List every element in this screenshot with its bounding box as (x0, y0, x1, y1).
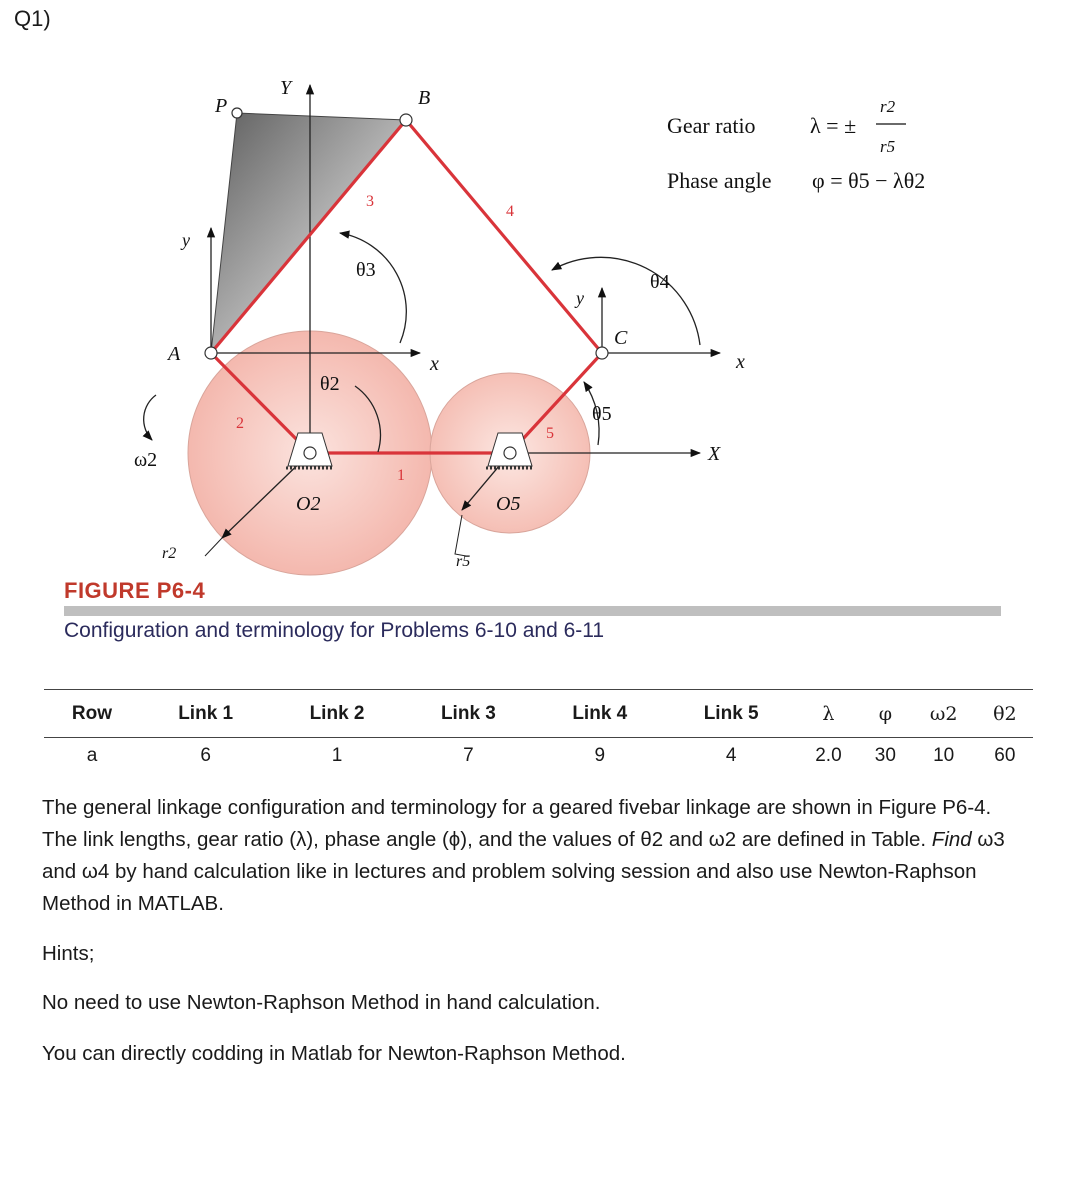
figure-title: FIGURE P6-4 (64, 578, 206, 603)
header-link-5: Link 5 (703, 702, 759, 724)
hints-label: Hints; (42, 942, 95, 965)
joint-b (400, 114, 412, 126)
table-row (44, 738, 1033, 774)
label-link4: 4 (506, 203, 514, 220)
cell-link-4: 9 (594, 744, 606, 766)
label-X: X (708, 443, 721, 465)
header-link-2: Link 2 (309, 702, 365, 724)
gear-ratio-label: Gear ratio (667, 113, 756, 138)
gear-ratio-numerator: r2 (880, 97, 896, 116)
find-word: Find (931, 828, 972, 851)
cell-omega2: 10 (933, 744, 955, 766)
joint-c (596, 347, 608, 359)
joint-p (232, 108, 242, 118)
header-theta2: θ2 (993, 702, 1017, 725)
label-x-local: x (736, 351, 745, 373)
problem-statement (42, 792, 1022, 920)
cell-theta2: 60 (994, 744, 1016, 766)
joint-o5 (504, 447, 516, 459)
header-link-1: Link 1 (178, 702, 234, 724)
cell-link-1: 6 (200, 744, 211, 766)
label-B: B (418, 87, 431, 109)
label-link3: 3 (366, 193, 374, 210)
gear-ratio-lhs: λ = ± (810, 113, 857, 138)
joint-a (205, 347, 217, 359)
header-omega2: ω2 (929, 702, 958, 725)
header-link-3: Link 3 (440, 702, 496, 724)
cell-phi: 30 (874, 744, 896, 766)
cell-lambda: 2.0 (815, 744, 842, 766)
hint-2: You can directly codding in Matlab for Newton-Raphson Method. (42, 1042, 626, 1065)
label-A: A (168, 343, 181, 365)
label-theta3: θ3 (356, 259, 376, 281)
header-lambda: λ (822, 702, 835, 725)
header-phi: φ (878, 702, 892, 725)
question-label: Q1) (14, 6, 51, 31)
parameter-table (44, 689, 1033, 774)
label-theta4: θ4 (650, 271, 670, 293)
hint-1: No need to use Newton-Raphson Method in hand calculation. (42, 991, 601, 1014)
theta3-arc (340, 233, 406, 343)
cell-link-3: 7 (463, 744, 474, 766)
label-omega2: ω2 (134, 449, 158, 471)
label-link5: 5 (546, 425, 554, 442)
label-x-coupler: x (430, 353, 439, 375)
label-Y: Y (280, 77, 292, 99)
label-link2: 2 (236, 415, 244, 432)
label-C: C (614, 327, 628, 349)
figure-caption: Configuration and terminology for Problems 6-10 and 6-11 (64, 619, 605, 642)
table-header-row (44, 690, 1033, 738)
label-y-coupler: y (182, 230, 190, 250)
label-O2: O2 (296, 493, 321, 515)
joint-o2 (304, 447, 316, 459)
cell-row: a (86, 744, 98, 766)
figure-divider (64, 606, 1001, 616)
label-link1: 1 (397, 467, 405, 484)
problem-text-1: The general linkage configuration and terminology for a geared fivebar linkage are shown in Figure P6-4. The link lengths, gear ratio (λ), phase angle (ϕ), and the values of θ2 and ω2 are defined in Table. (42, 796, 992, 851)
phase-angle-label: Phase angle (667, 168, 772, 193)
label-y-local: y (576, 288, 584, 308)
label-theta2: θ2 (320, 373, 340, 395)
label-r2: r2 (162, 545, 177, 562)
phase-angle-equation: φ = θ5 − λθ2 (812, 168, 926, 193)
link-4 (406, 120, 602, 353)
label-P: P (215, 95, 228, 117)
header-link-4: Link 4 (572, 702, 628, 724)
label-O5: O5 (496, 493, 521, 515)
problem-text-2: ω3 and ω4 by hand calculation like in lectures and problem solving session and also use Newton-Raphson Method in MATLAB. (42, 828, 1005, 915)
header-row: Row (71, 702, 113, 724)
label-theta5: θ5 (592, 403, 612, 425)
cell-link-5: 4 (725, 744, 737, 766)
gear-ratio-denominator: r5 (880, 137, 896, 156)
label-r5: r5 (456, 553, 471, 570)
cell-link-2: 1 (331, 744, 343, 766)
omega2-arc (144, 395, 156, 440)
